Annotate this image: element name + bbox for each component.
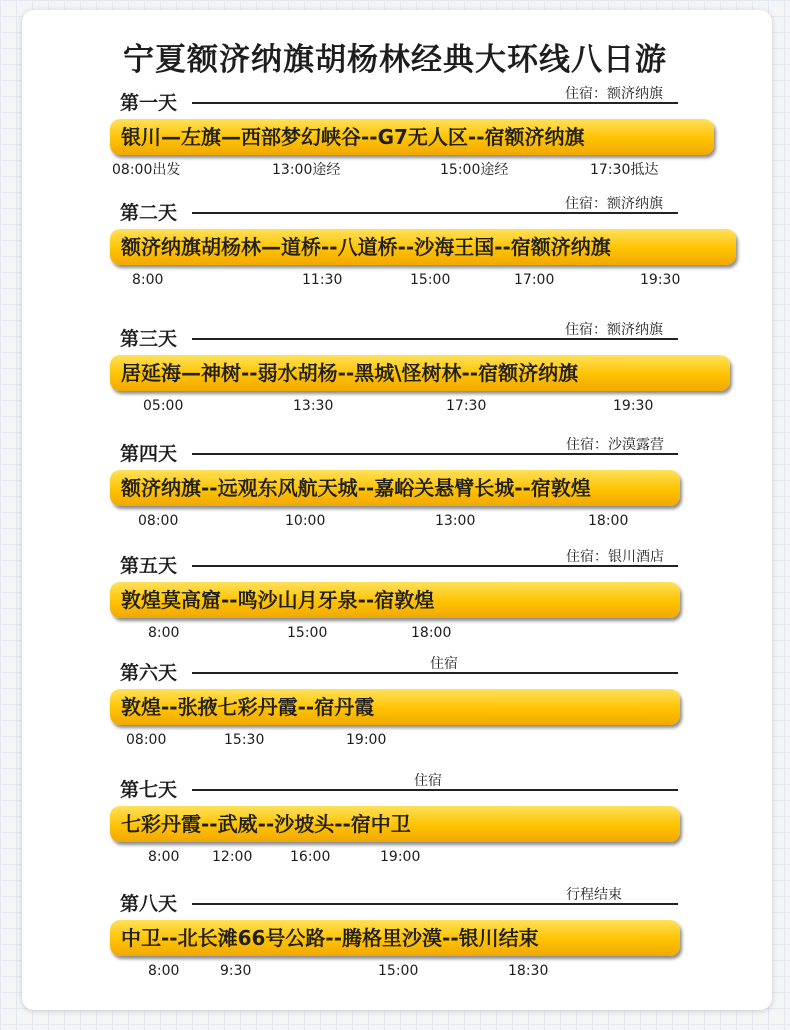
day-section	[0, 656, 790, 780]
day-time: 15:00	[287, 625, 328, 641]
day-divider	[192, 565, 678, 567]
day-section	[0, 86, 790, 210]
day-time: 13:30	[293, 398, 334, 414]
day-route: 额济纳旗--远观东风航天城--嘉峪关悬臂长城--宿敦煌	[110, 470, 680, 506]
day-section	[0, 549, 790, 673]
day-time: 10:00	[285, 513, 326, 529]
day-route: 额济纳旗胡杨林—道桥--八道桥--沙海王国--宿额济纳旗	[110, 229, 736, 265]
day-time: 9:30	[220, 963, 252, 979]
day-time: 8:00	[148, 625, 180, 641]
day-time: 17:00	[514, 272, 555, 288]
day-section	[0, 887, 790, 1011]
day-time: 15:00途经	[440, 162, 509, 178]
day-time: 08:00出发	[112, 162, 181, 178]
day-divider	[192, 102, 678, 104]
day-time: 17:30	[446, 398, 487, 414]
day-section	[0, 437, 790, 561]
day-lodging: 住宿：银川酒店	[566, 549, 664, 565]
day-lodging: 住宿	[430, 656, 458, 672]
day-route: 中卫--北长滩66号公路--腾格里沙漠--银川结束	[110, 920, 680, 956]
day-time: 08:00	[126, 732, 167, 748]
day-time: 19:30	[613, 398, 654, 414]
day-divider	[192, 338, 678, 340]
day-label: 第六天	[120, 662, 178, 684]
day-label: 第三天	[120, 328, 178, 350]
day-label: 第七天	[120, 779, 178, 801]
day-time: 13:00	[435, 513, 476, 529]
day-divider	[192, 672, 678, 674]
day-time: 15:00	[378, 963, 419, 979]
day-section	[0, 322, 790, 446]
day-lodging: 行程结束	[566, 887, 622, 903]
day-lodging: 住宿	[414, 773, 442, 789]
day-label: 第八天	[120, 893, 178, 915]
page-title: 宁夏额济纳旗胡杨林经典大环线八日游	[123, 42, 667, 78]
day-time: 8:00	[148, 963, 180, 979]
day-label: 第五天	[120, 555, 178, 577]
day-divider	[192, 903, 678, 905]
day-lodging: 住宿：额济纳旗	[565, 322, 663, 338]
day-label: 第一天	[120, 92, 178, 114]
day-divider	[192, 212, 678, 214]
day-time: 12:00	[212, 849, 253, 865]
day-time: 18:00	[588, 513, 629, 529]
day-lodging: 住宿：沙漠露营	[566, 437, 664, 453]
day-divider	[192, 789, 678, 791]
day-route: 银川—左旗—西部梦幻峡谷--G7无人区--宿额济纳旗	[110, 119, 714, 155]
day-time: 19:00	[380, 849, 421, 865]
day-time: 16:00	[290, 849, 331, 865]
day-time: 13:00途经	[272, 162, 341, 178]
day-label: 第四天	[120, 443, 178, 465]
day-divider	[192, 453, 678, 455]
day-route: 居延海—神树--弱水胡杨--黑城\怪树林--宿额济纳旗	[110, 355, 730, 391]
day-time: 15:00	[410, 272, 451, 288]
day-time: 19:30	[640, 272, 681, 288]
day-time: 11:30	[302, 272, 343, 288]
day-route: 敦煌--张掖七彩丹霞--宿丹霞	[110, 689, 680, 725]
day-time: 18:30	[508, 963, 549, 979]
day-route: 敦煌莫高窟--鸣沙山月牙泉--宿敦煌	[110, 582, 680, 618]
day-route: 七彩丹霞--武威--沙坡头--宿中卫	[110, 806, 680, 842]
day-label: 第二天	[120, 202, 178, 224]
day-time: 15:30	[224, 732, 265, 748]
day-time: 17:30抵达	[590, 162, 659, 178]
day-lodging: 住宿：额济纳旗	[565, 86, 663, 102]
day-section	[0, 196, 790, 320]
day-time: 05:00	[143, 398, 184, 414]
day-section	[0, 773, 790, 897]
day-time: 08:00	[138, 513, 179, 529]
day-lodging: 住宿：额济纳旗	[565, 196, 663, 212]
day-time: 18:00	[411, 625, 452, 641]
day-time: 8:00	[148, 849, 180, 865]
day-time: 8:00	[132, 272, 164, 288]
day-time: 19:00	[346, 732, 387, 748]
